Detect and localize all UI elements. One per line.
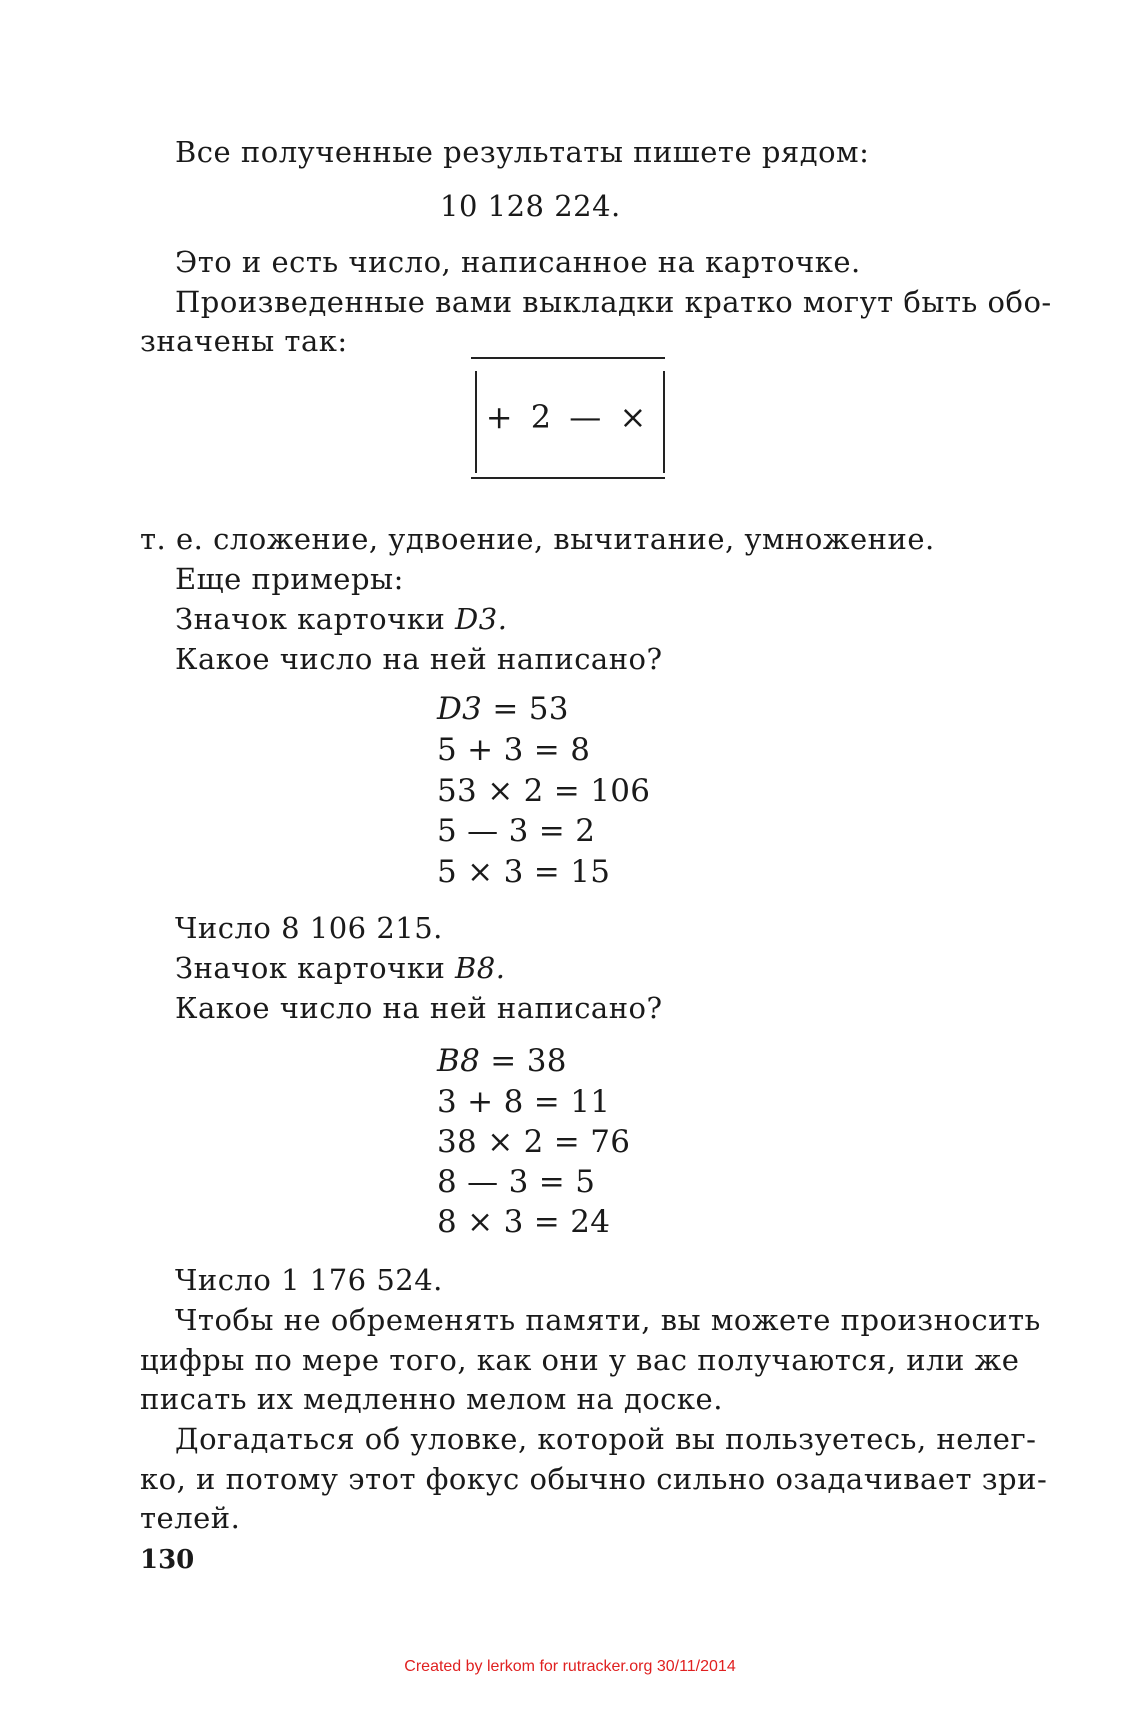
calc-value: = 38 (480, 1043, 567, 1079)
paragraph-line: Догадаться об уловке, которой вы пользуетесь, нелег- (175, 1422, 1037, 1456)
calc-line: 5 × 3 = 15 (437, 854, 611, 890)
paragraph-line: Чтобы не обременять памяти, вы можете произносить (175, 1303, 1041, 1337)
paragraph-line: Произведенные вами выкладки кратко могут быть обо- (175, 285, 1052, 319)
paragraph-line: Все полученные результаты пишете рядом: (175, 135, 870, 169)
operations-box (471, 357, 665, 479)
calc-line: 5 + 3 = 8 (437, 732, 591, 768)
card-code: B8. (455, 951, 506, 985)
calc-line: 8 × 3 = 24 (437, 1204, 611, 1240)
operations-formula: + 2 — × (485, 398, 651, 436)
paragraph-line: телей. (140, 1501, 241, 1535)
calc-line (437, 1043, 567, 1079)
calc-value: = 53 (482, 691, 569, 727)
calc-line: 8 — 3 = 5 (437, 1164, 596, 1200)
card-label-line (175, 601, 507, 637)
paragraph-line: цифры по мере того, как они у вас получаются, или же (140, 1343, 1020, 1377)
calc-line: 38 × 2 = 76 (437, 1124, 631, 1160)
paragraph-line: ко, и потому этот фокус обычно сильно озадачивает зри- (140, 1462, 1048, 1496)
paragraph-line: значены так: (140, 324, 348, 358)
calc-line (437, 691, 569, 727)
watermark: Created by lerkom for rutracker.org 30/11/2014 (404, 1658, 736, 1675)
card-code: D3 (437, 691, 483, 727)
card-label-line (175, 950, 505, 986)
result-number: 10 128 224. (440, 189, 621, 223)
card-label-text: Значок карточки (175, 951, 455, 985)
page-number: 130 (140, 1545, 195, 1575)
card-code: D3. (455, 602, 508, 636)
paragraph-line: Число 8 106 215. (175, 911, 443, 945)
paragraph-line: Число 1 176 524. (175, 1263, 443, 1297)
calc-line: 5 — 3 = 2 (437, 813, 596, 849)
paragraph-line: т. е. сложение, удвоение, вычитание, умножение. (140, 522, 935, 556)
calc-line: 53 × 2 = 106 (437, 773, 651, 809)
calc-line: 3 + 8 = 11 (437, 1084, 611, 1120)
paragraph-line: Еще примеры: (175, 562, 404, 596)
paragraph-line: писать их медленно мелом на доске. (140, 1382, 723, 1416)
card-label-text: Значок карточки (175, 602, 455, 636)
paragraph-line: Какое число на ней написано? (175, 642, 663, 676)
paragraph-line: Это и есть число, написанное на карточке. (175, 245, 861, 279)
card-code: B8 (437, 1043, 481, 1079)
paragraph-line: Какое число на ней написано? (175, 991, 663, 1025)
